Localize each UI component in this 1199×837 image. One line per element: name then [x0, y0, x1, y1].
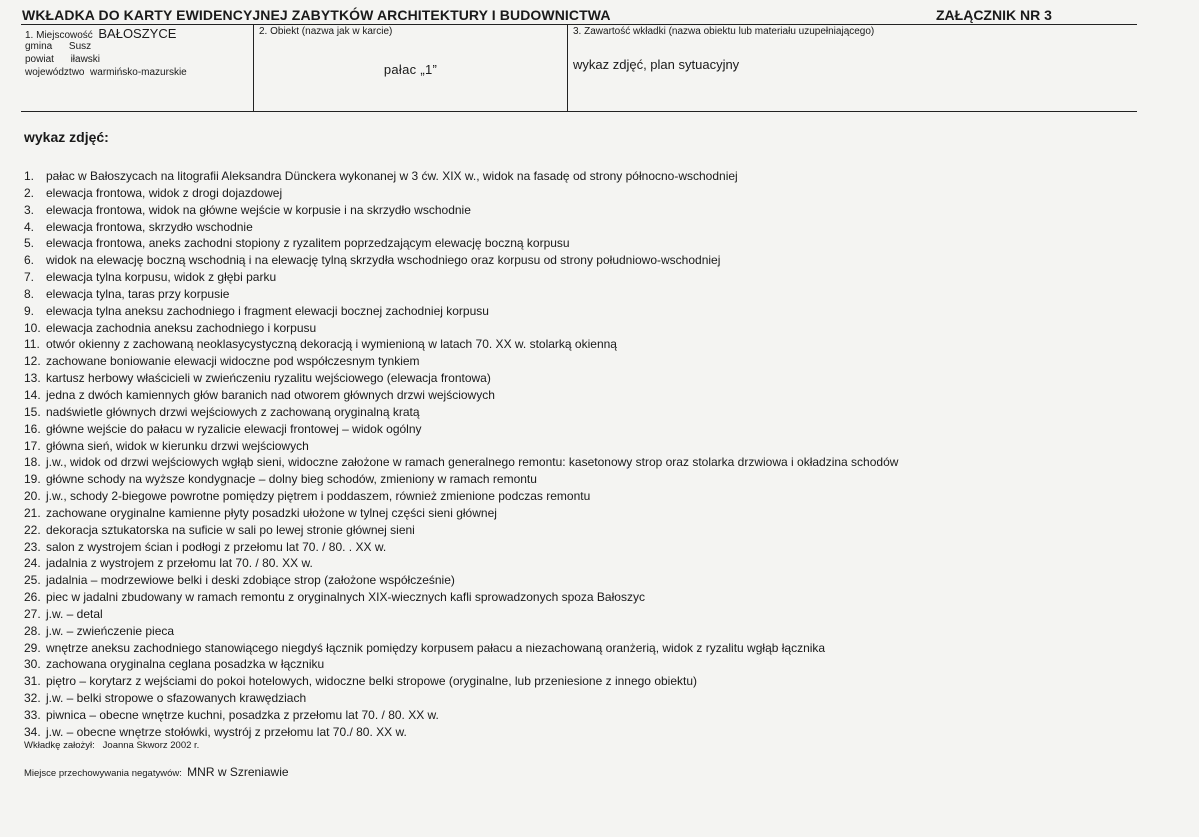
- author-value: Joanna Skworz 2002 r.: [102, 740, 200, 751]
- list-item: [24, 387, 898, 404]
- wojewodztwo-row: [25, 66, 187, 79]
- list-item-text: elewacja tylna aneksu zachodniego i fragment elewacji bocznej zachodniej korpusu: [46, 303, 489, 318]
- list-item-text: piec w jadalni zbudowany w ramach remontu z oryginalnych XIX-wiecznych kafli sprowadzonych spoza Bałoszyc: [46, 590, 645, 605]
- list-item-text: salon z wystrojem ścian i podłogi z przełomu lat 70. / 80. . XX w.: [46, 539, 387, 554]
- author-line: [24, 740, 199, 751]
- photo-list: [24, 168, 898, 741]
- object-cell: [254, 25, 568, 111]
- list-item: [24, 539, 898, 556]
- list-item-text: zachowane boniowanie elewacji widoczne pod współczesnym tynkiem: [46, 354, 420, 369]
- list-item-number: 21.: [24, 505, 41, 520]
- list-item-number: 10.: [24, 320, 41, 335]
- list-item-number: 7.: [24, 270, 35, 285]
- list-item: [24, 168, 898, 185]
- list-item-number: 14.: [24, 387, 41, 402]
- list-item-number: 32.: [24, 691, 41, 706]
- list-item: [24, 555, 898, 572]
- powiat-value: iławski: [70, 54, 101, 65]
- list-item: [24, 505, 898, 522]
- list-item-number: 15.: [24, 404, 41, 419]
- list-item-text: j.w. – detal: [46, 606, 103, 621]
- list-item-text: jadalnia – modrzewiowe belki i deski zdobiące strop (założone współcześnie): [46, 573, 455, 588]
- list-item: [24, 673, 898, 690]
- list-item-number: 9.: [24, 303, 35, 318]
- list-item-text: elewacja tylna, taras przy korpusie: [46, 286, 230, 301]
- list-item: [24, 606, 898, 623]
- list-item-text: zachowane oryginalne kamienne płyty posadzki ułożone w tylnej części sieni głównej: [46, 505, 497, 520]
- list-item: [24, 370, 898, 387]
- list-item-text: jedna z dwóch kamiennych głów baranich nad otworem głównych drzwi wejściowych: [46, 387, 495, 402]
- list-item-text: kartusz herbowy właścicieli w zwieńczeniu ryzalitu wejściowego (elewacja frontowa): [46, 371, 491, 386]
- list-item: [24, 640, 898, 657]
- list-item-text: widok na elewację boczną wschodnią i na elewację tylną skrzydła wschodniego oraz korpusu od strony południowo-wschodniej: [46, 253, 721, 268]
- list-item-text: dekoracja sztukatorska na suficie w sali po lewej stronie głównej sieni: [46, 522, 415, 537]
- location-value: BAŁOSZYCE: [98, 26, 177, 41]
- list-item-number: 23.: [24, 539, 41, 554]
- list-item: [24, 724, 898, 741]
- list-item-number: 18.: [24, 455, 41, 470]
- list-item-text: pałac w Bałoszycach na litografii Aleksandra Dünckera wykonanej w 3 ćw. XIX w., widok na fasadę od strony północno-wschodniej: [46, 169, 738, 183]
- storage-label: Miejsce przechowywania negatywów:: [24, 768, 182, 779]
- list-item-number: 20.: [24, 489, 41, 504]
- list-item: [24, 185, 898, 202]
- wojewodztwo-value: warmińsko-mazurskie: [90, 67, 187, 78]
- list-item-number: 34.: [24, 724, 41, 739]
- list-item: [24, 690, 898, 707]
- list-item: [24, 303, 898, 320]
- list-item-number: 3.: [24, 202, 35, 217]
- list-item-number: 11.: [24, 337, 40, 352]
- list-item-number: 4.: [24, 219, 35, 234]
- list-item-text: elewacja frontowa, widok na główne wejście w korpusie i na skrzydło wschodnie: [46, 202, 471, 217]
- list-item-text: piwnica – obecne wnętrze kuchni, posadzka z przełomu lat 70. / 80. XX w.: [46, 708, 439, 722]
- list-item: [24, 589, 898, 606]
- list-item: [24, 202, 898, 219]
- list-item-text: nadświetle głównych drzwi wejściowych z zachowaną oryginalną kratą: [46, 404, 420, 419]
- list-item-number: 12.: [24, 354, 41, 369]
- list-item: [24, 707, 898, 724]
- list-item: [24, 353, 898, 370]
- list-item-text: j.w., widok od drzwi wejściowych wgłąb sieni, widoczne założone w ramach generalnego remontu: kasetonowy strop oraz stolarka drzwiowa i okładzina schodów: [46, 455, 899, 470]
- powiat-row: [25, 53, 187, 66]
- list-item-number: 31.: [24, 674, 41, 689]
- location-cell: [21, 25, 254, 111]
- list-item: [24, 623, 898, 640]
- list-item: [24, 252, 898, 269]
- list-item: [24, 235, 898, 252]
- list-item-text: j.w. – obecne wnętrze stołówki, wystrój z przełomu lat 70./ 80. XX w.: [46, 724, 407, 739]
- list-item: [24, 336, 898, 353]
- annex-label: ZAŁĄCZNIK NR 3: [936, 7, 1052, 23]
- list-item-text: główne wejście do pałacu w ryzalicie elewacji frontowej – widok ogólny: [46, 421, 422, 436]
- object-label: 2. Obiekt (nazwa jak w karcie): [259, 26, 393, 37]
- list-item-text: otwór okienny z zachowaną neoklasycystyczną dekoracją i wymienioną w latach 70. XX w. stolarką okienną: [46, 337, 617, 352]
- list-item-number: 1.: [24, 169, 35, 183]
- contents-cell: [568, 25, 1137, 111]
- list-item: [24, 269, 898, 286]
- list-item-number: 8.: [24, 286, 35, 301]
- location-label-row: [25, 26, 176, 41]
- storage-line: [24, 765, 289, 779]
- list-item-number: 6.: [24, 253, 35, 268]
- list-item-number: 2.: [24, 185, 35, 200]
- list-item: [24, 421, 898, 438]
- list-item-number: 27.: [24, 606, 41, 621]
- header-table: [21, 24, 1137, 112]
- list-item-text: j.w., schody 2-biegowe powrotne pomiędzy piętrem i poddaszem, również zmienione podczas remontu: [46, 489, 591, 504]
- list-item-text: piętro – korytarz z wejściami do pokoi hotelowych, widoczne belki stropowe (oryginalne, lub przeniesione z innego obiektu): [46, 674, 698, 689]
- list-item: [24, 488, 898, 505]
- storage-value: MNR w Szreniawie: [187, 765, 289, 779]
- list-item-text: elewacja frontowa, aneks zachodni stopiony z ryzalitem poprzedzającym elewację boczną korpusu: [46, 236, 570, 251]
- list-item-number: 30.: [24, 657, 41, 672]
- powiat-label: powiat: [25, 54, 54, 65]
- list-item-text: j.w. – zwieńczenie pieca: [46, 623, 175, 638]
- list-item-text: elewacja zachodnia aneksu zachodniego i korpusu: [46, 320, 317, 335]
- object-value: pałac „1”: [383, 62, 438, 77]
- list-item-text: główne schody na wyższe kondygnacje – dolny bieg schodów, zmieniony w ramach remontu: [46, 472, 537, 487]
- list-item-number: 25.: [24, 573, 41, 588]
- author-label: Wkładkę założył:: [24, 740, 95, 751]
- list-item: [24, 438, 898, 455]
- list-item: [24, 219, 898, 236]
- list-item-number: 26.: [24, 590, 41, 605]
- location-label: 1. Miejscowość: [25, 30, 93, 41]
- list-item-text: zachowana oryginalna ceglana posadzka w łączniku: [46, 657, 325, 672]
- list-item-number: 24.: [24, 556, 41, 571]
- gmina-row: [25, 40, 187, 53]
- list-item-number: 17.: [24, 438, 41, 453]
- gmina-label: gmina: [25, 41, 53, 52]
- location-details: [25, 40, 187, 79]
- gmina-value: Susz: [68, 41, 92, 52]
- list-item: [24, 320, 898, 337]
- list-item: [24, 572, 898, 589]
- list-item: [24, 471, 898, 488]
- list-item-text: elewacja tylna korpusu, widok z głębi parku: [46, 270, 277, 285]
- document-title: WKŁADKA DO KARTY EWIDENCYJNEJ ZABYTKÓW ARCHITEKTURY I BUDOWNICTWA: [22, 7, 611, 23]
- list-item: [24, 404, 898, 421]
- list-item-number: 13.: [24, 371, 41, 386]
- contents-label: 3. Zawartość wkładki (nazwa obiektu lub materiału uzupełniającego): [573, 26, 875, 37]
- list-item-text: elewacja frontowa, widok z drogi dojazdowej: [46, 185, 283, 200]
- list-item-number: 29.: [24, 640, 41, 655]
- list-item-text: główna sień, widok w kierunku drzwi wejściowych: [46, 438, 309, 453]
- list-item: [24, 454, 898, 471]
- list-item: [24, 522, 898, 539]
- list-item: [24, 656, 898, 673]
- list-item-text: jadalnia z wystrojem z przełomu lat 70. / 80. XX w.: [46, 556, 313, 571]
- list-item: [24, 286, 898, 303]
- list-item-number: 28.: [24, 623, 41, 638]
- list-item-number: 22.: [24, 522, 41, 537]
- list-item-number: 19.: [24, 472, 41, 487]
- contents-value: wykaz zdjęć, plan sytuacyjny: [573, 57, 740, 72]
- list-item-text: j.w. – belki stropowe o sfazowanych krawędziach: [46, 691, 307, 706]
- wojewodztwo-label: województwo: [25, 67, 85, 78]
- list-item-text: wnętrze aneksu zachodniego stanowiącego niegdyś łącznik pomiędzy korpusem pałacu a niezachowaną oranżerią, widok z ryzalitu wgłąb łącznika: [46, 640, 826, 655]
- list-item-number: 5.: [24, 236, 35, 251]
- list-item-text: elewacja frontowa, skrzydło wschodnie: [46, 219, 253, 234]
- list-item-number: 16.: [24, 421, 41, 436]
- photo-list-title: wykaz zdjęć:: [24, 129, 109, 145]
- list-item-number: 33.: [24, 708, 41, 722]
